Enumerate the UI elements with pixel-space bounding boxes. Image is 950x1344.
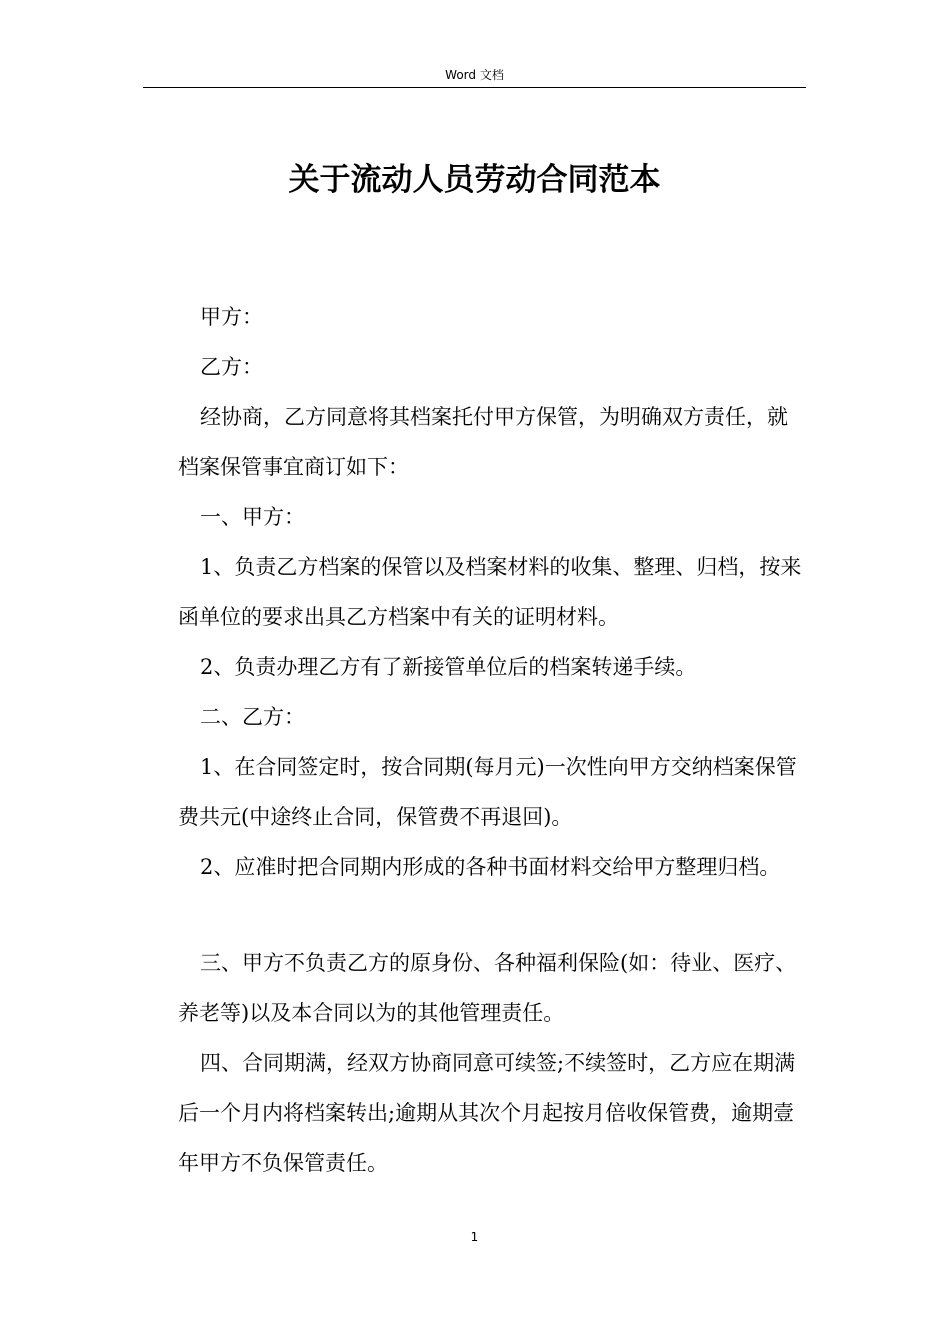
paragraph-party-b: 乙方： xyxy=(200,355,263,379)
document-title: 关于流动人员劳动合同范本 xyxy=(288,162,661,198)
paragraph-party-b-duty-2: 2、应准时把合同期内形成的各种书面材料交给甲方整理归档。 xyxy=(200,855,781,879)
paragraph-preamble: 经协商，乙方同意将其档案托付甲方保管，为明确双方责任，就档案保管事宜商订如下： xyxy=(178,405,788,479)
page-number: 1 xyxy=(470,1230,479,1244)
paragraph-clause-3: 三、甲方不负责乙方的原身份、各种福利保险(如：待业、医疗、养老等)以及本合同以为的其他管理责任。 xyxy=(178,951,797,1025)
paragraph-party-b-duty-1: 1、在合同签定时，按合同期(每月元)一次性向甲方交纳档案保管费共元(中途终止合同，保管费不再退回)。 xyxy=(178,755,797,829)
page-header: Word 文档 xyxy=(445,68,504,82)
section-heading-party-a: 一、甲方： xyxy=(200,505,305,529)
paragraph-party-a: 甲方： xyxy=(200,305,263,329)
paragraph-party-a-duty-1: 1、负责乙方档案的保管以及档案材料的收集、整理、归档，按来函单位的要求出具乙方档案中有关的证明材料。 xyxy=(178,555,802,629)
document-body xyxy=(178,292,808,1188)
paragraph-spacer xyxy=(178,892,808,938)
header-divider xyxy=(143,87,806,88)
paragraph-clause-4: 四、合同期满，经双方协商同意可续签;不续签时，乙方应在期满后一个月内将档案转出;逾期从其次个月起按月倍收保管费，逾期壹年甲方不负保管责任。 xyxy=(178,1051,796,1175)
paragraph-party-a-duty-2: 2、负责办理乙方有了新接管单位后的档案转递手续。 xyxy=(200,655,697,679)
section-heading-party-b: 二、乙方： xyxy=(200,705,305,729)
